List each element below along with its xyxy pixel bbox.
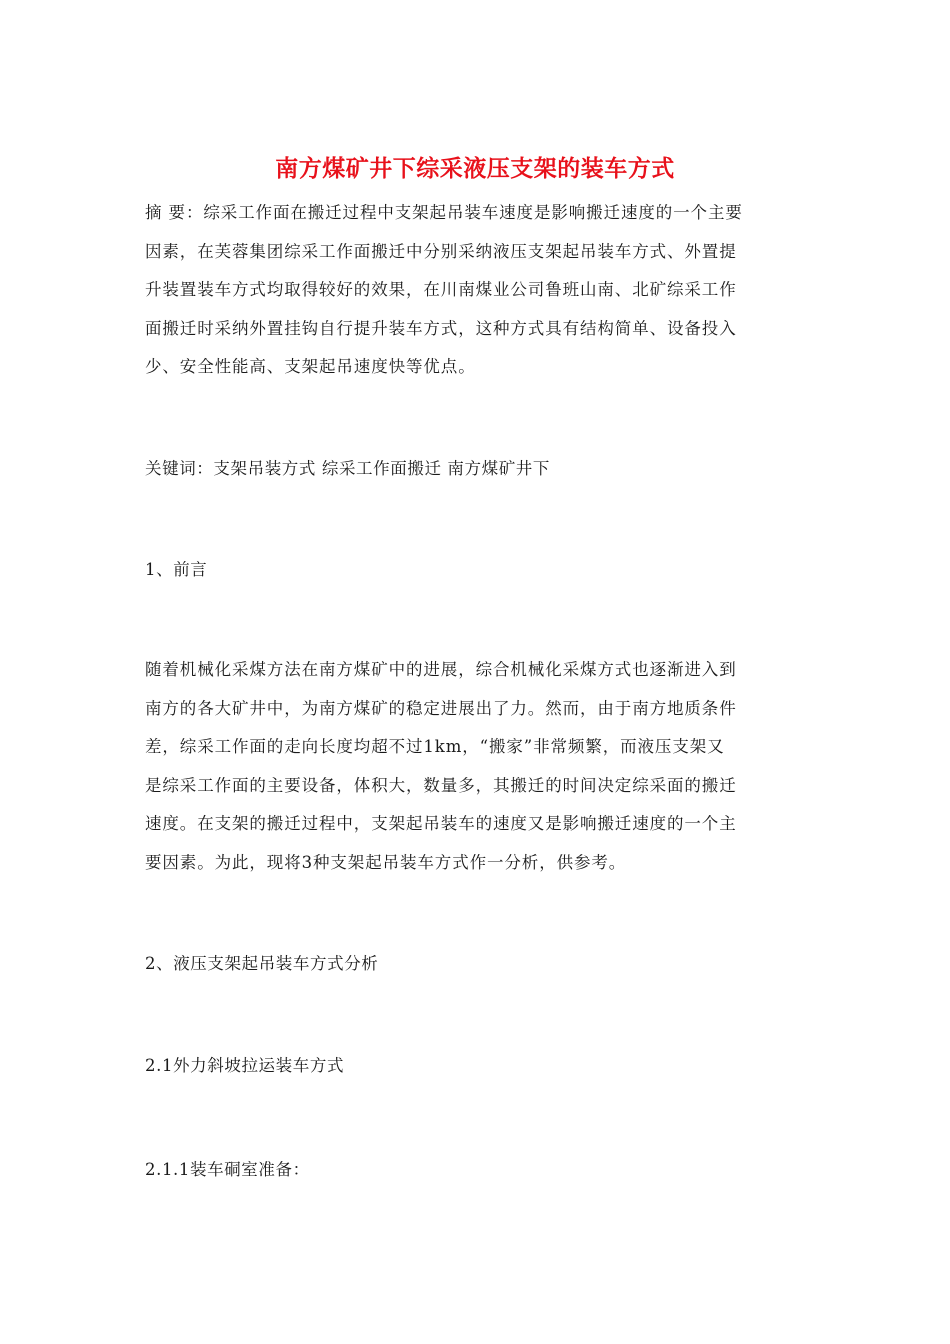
body-line: 速度。在支架的搬迁过程中，支架起吊装车的速度又是影响搬迁速度的一个主 [145, 814, 737, 833]
body-line: 是综采工作面的主要设备，体积大，数量多，其搬迁的时间决定综采面的搬迁 [145, 775, 737, 795]
abstract-paragraph [145, 194, 807, 387]
abstract-line: 少、安全性能高、支架起吊速度快等优点。 [145, 357, 476, 376]
section-1-heading: 1、前言 [145, 560, 208, 579]
body-line: 差，综采工作面的走向长度均超不过1km，“搬家”非常频繁，而液压支架又 [145, 737, 725, 756]
abstract-line: 面搬迁时采纳外置挂钩自行提升装车方式，这种方式具有结构简单、设备投入 [145, 318, 737, 338]
section-2-heading: 2、液压支架起吊装车方式分析 [145, 954, 379, 973]
abstract-line: 升装置装车方式均取得较好的效果，在川南煤业公司鲁班山南、北矿综采工作 [145, 280, 737, 299]
body-line: 南方的各大矿井中，为南方煤矿的稳定进展出了力。然而，由于南方地质条件 [145, 698, 737, 718]
body-line: 要因素。为此，现将3种支架起吊装车方式作一分析，供参考。 [145, 852, 627, 872]
section-2-1-1-heading: 2.1.1装车硐室准备： [145, 1160, 310, 1179]
document-title: 南方煤矿井下综采液压支架的装车方式 [275, 156, 675, 182]
abstract-line: 摘 要：综采工作面在搬迁过程中支架起吊装车速度是影响搬迁速度的一个主要 [145, 203, 743, 222]
body-line: 随着机械化采煤方法在南方煤矿中的进展，综合机械化采煤方式也逐渐进入到 [145, 660, 737, 679]
keywords-line: 关键词：支架吊装方式 综采工作面搬迁 南方煤矿井下 [145, 459, 550, 478]
section-2-1-heading: 2.1外力斜坡拉运装车方式 [145, 1056, 345, 1075]
section-1-body [145, 651, 807, 882]
abstract-line: 因素，在芙蓉集团综采工作面搬迁中分别采纳液压支架起吊装车方式、外置提 [145, 241, 737, 261]
